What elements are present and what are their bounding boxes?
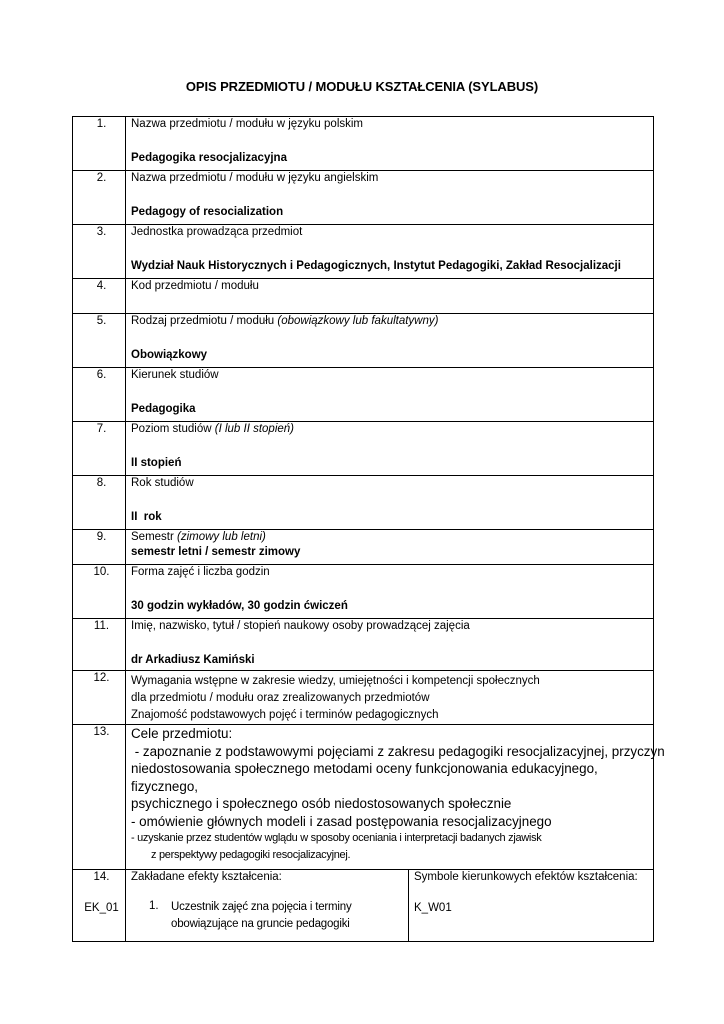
row-number: 6.	[73, 368, 126, 422]
row-label: Nazwa przedmiotu / modułu w języku polskim	[131, 118, 364, 130]
row-label: Jednostka prowadząca przedmiot	[131, 226, 303, 238]
row-content	[126, 279, 654, 314]
table-row	[73, 279, 654, 314]
goal-line: psychicznego i społecznego osób niedostosowanych społecznie	[131, 796, 512, 811]
requirements-line: dla przedmiotu / modułu oraz zrealizowanych przedmiotów	[131, 692, 430, 704]
table-row	[73, 314, 654, 368]
row-label: Semestr	[131, 531, 178, 543]
row-value: semestr letni / semestr zimowy	[131, 546, 301, 558]
row-number: 3.	[73, 225, 126, 279]
goal-line: - zapoznanie z podstawowymi pojęciami z zakresu pedagogiki resocjalizacyjnej, przyczyn	[131, 743, 665, 759]
row-value: Obowiązkowy	[131, 349, 208, 361]
symbols-header: Symbole kierunkowych efektów kształcenia:	[414, 871, 638, 883]
row-number-label: 14.	[93, 871, 110, 883]
table-row	[73, 725, 654, 870]
requirements-line: Znajomość podstawowych pojęć i terminów pedagogicznych	[131, 709, 439, 721]
row-content	[126, 671, 654, 725]
row-label: Rodzaj przedmiotu / modułu	[131, 315, 278, 327]
table-row	[73, 565, 654, 619]
effect-item	[131, 899, 408, 933]
goal-line: - uzyskanie przez studentów wglądu w sposoby oceniania i interpretacji badanych zjawisk	[131, 832, 542, 844]
row-number	[73, 870, 126, 942]
row-label-hint: (obowiązkowy lub fakultatywny)	[277, 315, 439, 327]
row-value: Pedagogy of resocialization	[131, 206, 284, 218]
row-content	[126, 314, 654, 368]
row-label: Imię, nazwisko, tytuł / stopień naukowy osoby prowadzącej zajęcia	[131, 620, 470, 632]
symbols-column	[409, 870, 654, 942]
row-value: II stopień	[131, 457, 182, 469]
syllabus-table	[72, 116, 665, 942]
row-number: 13.	[73, 725, 126, 870]
row-number: 12.	[73, 671, 126, 725]
row-label: Kierunek studiów	[131, 369, 219, 381]
row-number: 4.	[73, 279, 126, 314]
row-label: Nazwa przedmiotu / modułu w języku angielskim	[131, 172, 379, 184]
goal-line: niedostosowania społecznego metodami oceny funkcjonowania edukacyjnego, fizycznego,	[131, 761, 598, 794]
row-number: 2.	[73, 171, 126, 225]
row-content	[126, 619, 654, 671]
row-number: 8.	[73, 476, 126, 530]
table-row	[73, 870, 654, 942]
effect-item-text: Uczestnik zajęć zna pojęcia i terminy obowiązujące na gruncie pedagogiki	[171, 901, 352, 930]
row-number: 11.	[73, 619, 126, 671]
table-row	[73, 225, 654, 279]
table-row	[73, 368, 654, 422]
effect-item-number: 1.	[149, 900, 159, 912]
row-label: Poziom studiów	[131, 423, 215, 435]
row-content	[126, 476, 654, 530]
document-title: OPIS PRZEDMIOTU / MODUŁU KSZTAŁCENIA (SYLABUS)	[185, 79, 539, 94]
requirements-line: Wymagania wstępne w zakresie wiedzy, umiejętności i kompetencji społecznych	[131, 675, 540, 687]
row-value: Pedagogika resocjalizacyjna	[131, 152, 287, 164]
table-row	[73, 476, 654, 530]
effect-code: EK_01	[84, 902, 119, 914]
row-number: 10.	[73, 565, 126, 619]
row-content	[126, 225, 654, 279]
effect-symbol: K_W01	[414, 902, 452, 914]
row-label: Forma zajęć i liczba godzin	[131, 566, 270, 578]
table-row	[73, 530, 654, 565]
goal-line: z perspektywy pedagogiki resocjalizacyjnej.	[151, 849, 351, 861]
row-number: 9.	[73, 530, 126, 565]
table-row	[73, 671, 654, 725]
row-value: Wydział Nauk Historycznych i Pedagogicznych, Instytut Pedagogiki, Zakład Resocjalizacji	[131, 260, 621, 272]
table-row	[73, 171, 654, 225]
row-number: 7.	[73, 422, 126, 476]
row-value: II rok	[131, 511, 162, 523]
row-content	[126, 368, 654, 422]
row-label: Rok studiów	[131, 477, 194, 489]
row-value: Pedagogika	[131, 403, 196, 415]
goals-heading: Cele przedmiotu:	[131, 726, 233, 741]
goal-line: - omówienie głównych modeli i zasad postępowania resocjalizacyjnego	[131, 813, 552, 829]
row-content	[126, 725, 665, 870]
row-number: 5.	[73, 314, 126, 368]
table-row	[73, 117, 654, 171]
row-number: 1.	[73, 117, 126, 171]
row-label-hint: (zimowy lub letni)	[177, 531, 266, 543]
row-content	[126, 171, 654, 225]
effects-header: Zakładane efekty kształcenia:	[131, 871, 282, 883]
row-content	[126, 530, 654, 565]
row-content	[126, 565, 654, 619]
table-row	[73, 422, 654, 476]
table-row	[73, 619, 654, 671]
row-label: Kod przedmiotu / modułu	[131, 280, 259, 292]
row-value: dr Arkadiusz Kamiński	[131, 654, 255, 666]
row-content	[126, 422, 654, 476]
row-label-hint: (I lub II stopień)	[214, 423, 294, 435]
effects-column	[126, 870, 409, 942]
row-content	[126, 117, 654, 171]
row-value: 30 godzin wykładów, 30 godzin ćwiczeń	[131, 600, 348, 612]
